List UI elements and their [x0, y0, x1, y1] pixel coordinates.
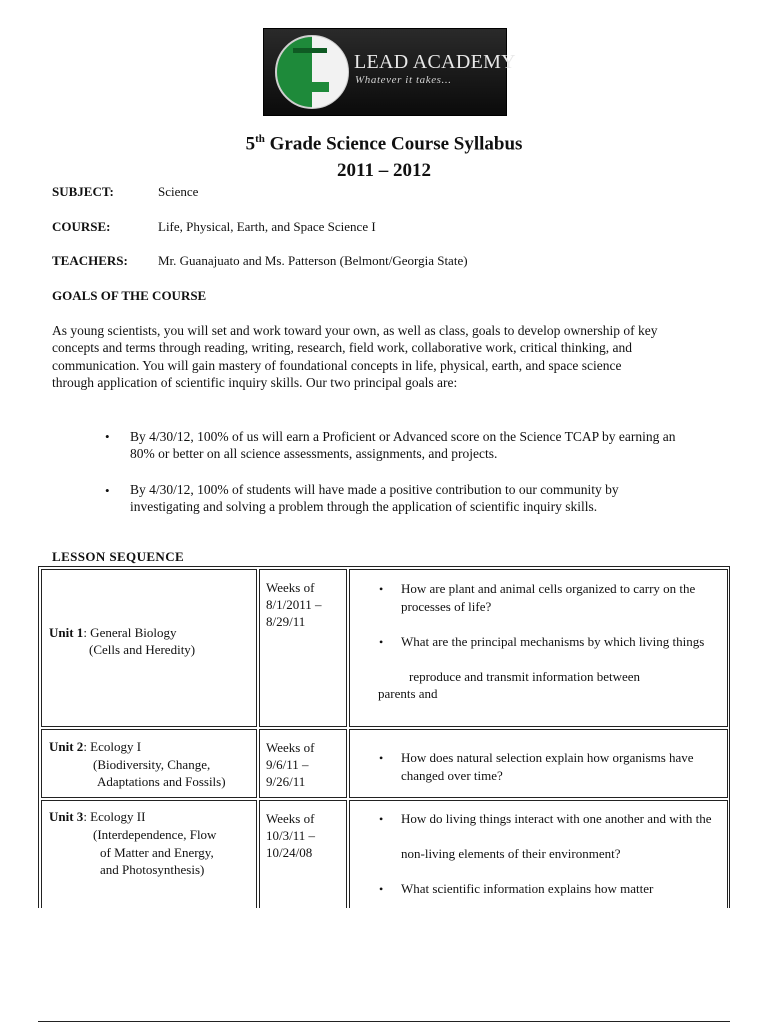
course-label: COURSE: [52, 219, 111, 234]
unit-3-name: : Ecology II [83, 809, 146, 824]
subject-label: SUBJECT: [52, 184, 114, 199]
logo-tagline: Whatever it takes... [355, 74, 452, 86]
title-text: Grade Science Course Syllabus [264, 133, 523, 155]
unit-3-label: Unit 3 [49, 809, 84, 824]
logo-name: LEAD ACADEMY [354, 51, 516, 73]
unit-1-question-2-line-2: reproduce and transmit information between [409, 669, 641, 684]
unit-1-title [49, 624, 176, 641]
unit-3-sub-1: (Interdependence, Flow [93, 827, 217, 842]
unit-2-title [49, 738, 141, 755]
weeks-line: Weeks of [266, 811, 315, 826]
unit-1-sub: (Cells and Heredity) [89, 642, 196, 657]
weeks-line: 9/26/11 [266, 774, 306, 789]
lead-academy-logo [263, 28, 516, 116]
unit-1-weeks [266, 579, 322, 630]
unit-3-title [49, 808, 145, 825]
academy-emblem-icon [272, 33, 352, 111]
weeks-line: 10/24/08 [266, 845, 313, 860]
weeks-line: Weeks of [266, 740, 315, 755]
unit-2-sub-1: (Biodiversity, Change, [93, 757, 211, 772]
bullet-dot: • [379, 882, 384, 896]
unit-2-sub-2: Adaptations and Fossils) [97, 774, 226, 789]
unit-1-question-1: How are plant and animal cells organized to carry on the processes of life? [401, 581, 696, 614]
bullet-dot: • [379, 635, 384, 649]
unit-3-weeks [266, 810, 315, 861]
unit-1-weeks-cell [259, 569, 347, 727]
unit-3-sub-3: and Photosynthesis) [100, 862, 205, 877]
unit-1-cell [41, 569, 257, 727]
weeks-line: 8/1/2011 – [266, 597, 322, 612]
goal-bullet-1: By 4/30/12, 100% of us will earn a Proficient or Advanced score on the Science TCAP by earning an 80% or better on all science assessments, assignments, and projects. [130, 429, 676, 462]
grade-suffix: th [255, 133, 265, 145]
unit-2-question-1: How does natural selection explain how organisms have changed over time? [401, 750, 694, 783]
unit-1-label: Unit 1 [49, 625, 84, 640]
teachers-label: TEACHERS: [52, 253, 128, 268]
bullet-dot: • [105, 429, 110, 444]
unit-1-question-2: What are the principal mechanisms by which living things [401, 634, 705, 649]
weeks-line: 8/29/11 [266, 614, 306, 629]
unit-2-label: Unit 2 [49, 739, 84, 754]
goal-bullet-2: By 4/30/12, 100% of students will have made a positive contribution to our community by investigating and solving a problem through the application of scientific inquiry skills. [130, 482, 619, 515]
unit-1-questions-cell [349, 569, 728, 727]
unit-2-weeks [266, 739, 314, 790]
bullet-dot: • [105, 483, 110, 498]
unit-3-questions-cell [349, 800, 728, 908]
unit-2-questions-cell [349, 729, 728, 798]
unit-3-question-1-line-2: non-living elements of their environment? [401, 846, 621, 861]
weeks-line: Weeks of [266, 580, 315, 595]
school-year: 2011 – 2012 [337, 160, 431, 181]
course-value: Life, Physical, Earth, and Space Science I [158, 219, 376, 234]
goals-paragraph: As young scientists, you will set and work toward your own, as well as class, goals to develop ownership of key concepts and terms through reading, writing, research, field work, collaborative work, critical thinking, and communication. You will gain mastery of foundational concepts in life, physical, earth, and space science through application of scientific inquiry skills. Our two principal goals are: [52, 323, 658, 391]
unit-2-cell [41, 729, 257, 798]
bullet-dot: • [379, 812, 384, 826]
weeks-line: 10/3/11 – [266, 828, 315, 843]
lesson-sequence-heading: LESSON SEQUENCE [52, 549, 185, 564]
unit-3-weeks-cell [259, 800, 347, 908]
unit-3-question-2: What scientific information explains how matter [401, 881, 654, 896]
bullet-dot: • [379, 751, 384, 765]
unit-1-question-2-line-3: parents and [378, 686, 438, 701]
page-title [0, 133, 768, 155]
teachers-value: Mr. Guanajuato and Ms. Patterson (Belmont/Georgia State) [158, 253, 468, 268]
unit-3-cell [41, 800, 257, 908]
subject-value: Science [158, 184, 199, 199]
unit-2-name: : Ecology I [83, 739, 142, 754]
weeks-line: 9/6/11 – [266, 757, 309, 772]
unit-3-question-1: How do living things interact with one another and with the [401, 811, 712, 826]
goals-heading: GOALS OF THE COURSE [52, 288, 207, 303]
unit-3-sub-2: of Matter and Energy, [100, 845, 214, 860]
grade-number: 5 [245, 133, 256, 155]
unit-2-weeks-cell [259, 729, 347, 798]
bullet-dot: • [379, 582, 384, 596]
unit-1-name: : General Biology [83, 625, 177, 640]
page-bottom-rule [38, 1021, 730, 1022]
